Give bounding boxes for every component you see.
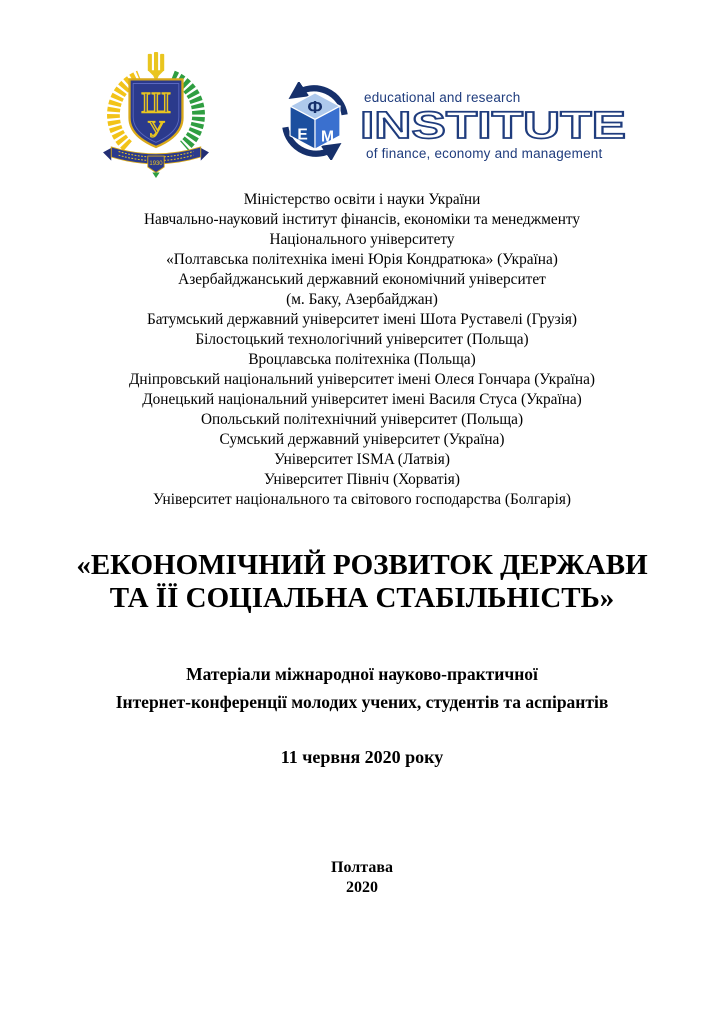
imprint-city: Полтава <box>331 859 393 876</box>
imprint-year: 2020 <box>346 879 378 896</box>
cube-letter-f: Ф <box>307 97 323 118</box>
institute-tagline-top: educational and research <box>364 90 521 105</box>
organizer-line: Вроцлавська політехніка (Польща) <box>248 351 476 368</box>
organizer-line: Міністерство освіти і науки України <box>243 191 481 208</box>
founding-year: 1930 <box>149 160 163 167</box>
imprint <box>0 858 724 898</box>
trident-icon <box>148 52 164 82</box>
organizer-line: Дніпровський національний університет імені Олеся Гончара (Україна) <box>129 371 595 388</box>
cube-letter-e: Е <box>297 126 308 144</box>
organizer-line: Білостоцький технологічний університет (Польща) <box>195 331 529 348</box>
organizer-line: Національного університету <box>269 231 455 248</box>
institute-logo <box>276 82 630 161</box>
organizer-line: Університет ISMA (Латвія) <box>274 451 450 468</box>
monogram-bottom: У <box>147 116 165 143</box>
organizer-line: Опольський політехнічний університет (Польща) <box>200 411 524 428</box>
ribbon-banner <box>103 147 209 178</box>
conference-title <box>0 549 724 615</box>
institute-wordmark <box>358 82 630 161</box>
university-emblem-logo <box>96 52 216 178</box>
conference-subtitle-line1: Матеріали міжнародної науково-практичної <box>186 664 538 684</box>
organizer-line: Університет Північ (Хорватія) <box>264 471 460 488</box>
conference-subtitle-line2: Інтернет-конференції молодих учених, студентів та аспірантів <box>115 692 609 712</box>
organizer-line: (м. Баку, Азербайджан) <box>286 291 438 308</box>
monogram-top: Ш <box>141 87 171 120</box>
conference-title-line2: ТА ЇЇ СОЦІАЛЬНА СТАБІЛЬНІСТЬ» <box>109 582 615 614</box>
institute-wordmark-main <box>358 106 630 146</box>
organizer-line: Університет національного та світового господарства (Болгарія) <box>153 491 571 508</box>
conference-subtitle <box>0 660 724 716</box>
organizer-line: «Полтавська політехніка імені Юрія Кондратюка» (Україна) <box>166 251 558 268</box>
organizer-line: Азербайджанський державний економічний університет <box>178 271 546 288</box>
organizers-list <box>0 190 724 510</box>
organizer-line: Донецький національний університет імені Василя Стуса (Україна) <box>142 391 582 408</box>
conference-date: 11 червня 2020 року <box>280 747 444 767</box>
institute-tagline-bottom: of finance, economy and management <box>366 146 603 161</box>
cube-letter-m: М <box>320 128 334 146</box>
organizer-line: Сумський державний університет (Україна) <box>219 431 505 448</box>
organizer-line: Батумський державний університет імені Шота Руставелі (Грузія) <box>146 311 578 328</box>
svg-text:INSTITUTE: INSTITUTE <box>360 106 626 146</box>
conference-title-line1: «ЕКОНОМІЧНИЙ РОЗВИТОК ДЕРЖАВИ <box>76 549 648 581</box>
organizer-line: Навчально-науковий інститут фінансів, економіки та менеджменту <box>143 211 581 228</box>
fem-cube-icon <box>276 82 354 160</box>
